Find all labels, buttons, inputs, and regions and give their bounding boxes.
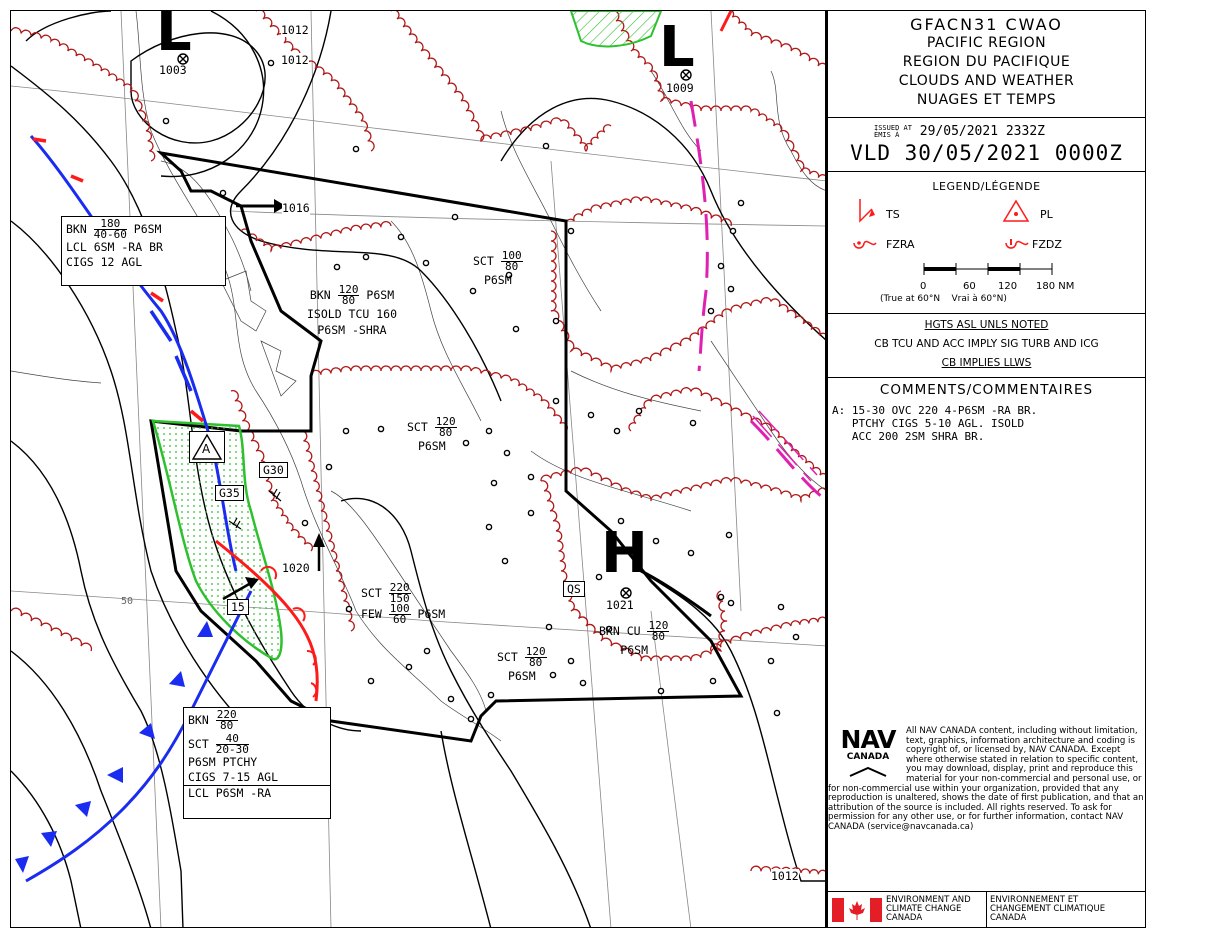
cloud-top: 100 — [389, 602, 410, 615]
logo-canada: CANADA — [846, 752, 890, 762]
station-dot — [710, 678, 715, 683]
pl-icon — [1004, 201, 1028, 221]
issued-time: 29/05/2021 2332Z — [919, 124, 1045, 139]
cloud-layer — [389, 604, 411, 625]
south-forecast-box — [183, 707, 331, 819]
copyright-text: All NAV CANADA content, including without limitation, text, graphics, information architecture and coding is copyright of, or licensed by, NAV CANADA. Except where otherwise stated in relation to specific content, you may download, display, print and reproduce this material for your non-commercial and personal use, or for non-commercial use within your organization, provided that any reproduction is unaltered, shows the date of first publication, and that an attribution of the source is included. All rights reserved. To ask for permission for any other use, or for further information, contact NAV CANADA (service@navcanada.ca) — [828, 726, 1144, 832]
cloud-layer — [525, 647, 547, 668]
visibility: P6SM — [620, 643, 649, 657]
cloud-base: 150 — [389, 592, 410, 605]
station-dot — [353, 146, 358, 151]
visibility: P6SM — [133, 222, 162, 236]
station-dot — [424, 648, 429, 653]
scalloped-boundary — [256, 11, 374, 151]
eccc-en-3: CANADA — [886, 913, 923, 923]
station-dot — [268, 60, 273, 65]
station-dot — [568, 658, 573, 663]
region-fr: REGION DU PACIFIQUE — [902, 54, 1071, 70]
station-dot — [486, 524, 491, 529]
north-area-label — [307, 285, 397, 338]
station-dot — [728, 600, 733, 605]
ne-area-label — [473, 251, 523, 288]
ceiling-line: CIGS 7-15 AGL — [188, 770, 279, 784]
visibility-line: P6SM PTCHY — [188, 755, 258, 769]
cloud-cover: SCT — [497, 650, 518, 664]
cloud-top: 120 — [435, 415, 456, 428]
cloud-cover: SCT — [473, 254, 494, 268]
high-value: 1021 — [606, 598, 634, 612]
station-dot — [778, 604, 783, 609]
note-heights: HGTS ASL UNLS NOTED — [924, 319, 1049, 331]
visibility: P6SM — [366, 288, 395, 302]
issued-label-en: ISSUED AT — [874, 123, 912, 132]
station-dot — [546, 624, 551, 629]
eccc-en — [886, 896, 971, 923]
southeast-area-label — [599, 621, 669, 658]
area-a-label: A — [202, 442, 211, 456]
cloud-top: 180 — [94, 219, 127, 230]
issued-label — [874, 125, 912, 139]
station-dot — [553, 398, 558, 403]
latitude-label: 50 — [121, 596, 134, 607]
weather-line: LCL 6SM -RA BR — [66, 240, 163, 254]
product-en: CLOUDS AND WEATHER — [898, 73, 1075, 89]
area-a-marker — [189, 431, 225, 463]
station-dot — [718, 263, 723, 268]
west-forecast-box — [61, 216, 226, 286]
cloud-base: 80 — [220, 719, 234, 732]
cloud-top: 120 — [525, 645, 546, 658]
scalloped-boundary — [301, 431, 354, 631]
scalloped-boundary — [11, 608, 91, 651]
cloud-cover: SCT — [407, 420, 428, 434]
visibility: P6SM — [507, 669, 536, 683]
cloud-layer — [435, 417, 457, 438]
station-dot — [452, 214, 457, 219]
gust-label: G30 — [259, 462, 288, 478]
maple-leaf-icon — [844, 898, 870, 922]
weather-map — [10, 10, 826, 928]
station-dot — [690, 420, 695, 425]
station-dot — [550, 672, 555, 677]
comments-title: COMMENTS/COMMENTAIRES — [879, 382, 1094, 398]
station-dot — [378, 426, 383, 431]
cloud-top: 40 — [216, 734, 249, 745]
southwest-area-label — [361, 583, 445, 625]
low-value-1: 1003 — [159, 63, 187, 77]
distance-scale — [924, 263, 1052, 275]
station-dot — [326, 464, 331, 469]
station-dot — [580, 680, 585, 685]
lat-lon-grid — [11, 11, 826, 928]
fzra-icon — [854, 241, 876, 248]
cloud-cover: BKN CU — [599, 624, 641, 638]
legend-pl: PL — [1040, 208, 1053, 221]
station-dot — [163, 118, 168, 123]
issued-label-fr: ÉMIS À — [874, 130, 900, 139]
station-dot — [363, 254, 368, 259]
product-code: GFACN31 CWAO — [910, 15, 1063, 34]
low-symbol-1: L — [156, 10, 192, 64]
cloud-layer — [647, 621, 669, 642]
map-graphics — [11, 11, 826, 928]
note-cb-tcu: CB TCU AND ACC IMPLY SIG TURB AND ICG — [874, 338, 1099, 350]
station-dot — [588, 412, 593, 417]
chart-info-panel — [826, 10, 1146, 928]
cloud-cover: BKN — [309, 288, 331, 302]
station-dot — [614, 428, 619, 433]
station-dot — [491, 480, 496, 485]
cloud-layer — [94, 219, 127, 240]
scale-tick: 60 — [963, 281, 976, 292]
station-dot — [502, 558, 507, 563]
station-dot — [774, 710, 779, 715]
station-dot — [726, 532, 731, 537]
convection-line: ISOLD TCU 160 — [307, 307, 398, 321]
cloud-top: 120 — [338, 283, 359, 296]
legend-fzra: FZRA — [886, 238, 915, 251]
scale-tick: 120 — [998, 281, 1018, 292]
trough-double — [753, 411, 817, 481]
south-area-label — [497, 647, 547, 684]
comment-a: A: 15-30 OVC 220 4-P6SM -RA BR. PTCHY CIGS 5-10 AGL. ISOLD ACC 200 2SM SHRA BR. — [832, 404, 1038, 443]
region-en: PACIFIC REGION — [926, 35, 1047, 51]
nav-canada-logo — [830, 727, 906, 781]
eccc-en-2: CLIMATE CHANGE — [886, 904, 962, 914]
visibility: P6SM — [417, 607, 446, 621]
canada-flag-icon — [832, 898, 882, 922]
station-dot — [658, 688, 663, 693]
eccc-en-1: ENVIRONMENT AND — [886, 895, 971, 905]
cloud-base: 80 — [505, 260, 519, 273]
isobar-label: 1016 — [282, 201, 310, 215]
high-symbol: H — [601, 521, 648, 586]
station-dot — [793, 634, 798, 639]
cloud-layer — [338, 285, 360, 306]
cloud-base: 40-60 — [93, 228, 127, 241]
eccc-fr — [990, 896, 1105, 923]
visibility: P6SM — [417, 439, 446, 453]
valid-time: VLD 30/05/2021 0000Z — [850, 141, 1123, 165]
cloud-layer — [501, 251, 523, 272]
speed-label: 15 — [227, 599, 249, 615]
station-dot — [334, 264, 339, 269]
station-dot — [528, 510, 533, 515]
station-dot — [768, 658, 773, 663]
station-dot — [513, 326, 518, 331]
stationary-tag: QS — [563, 581, 585, 597]
station-dot — [738, 200, 743, 205]
gust-label: G35 — [215, 485, 244, 501]
eccc-fr-1: ENVIRONNEMENT ET — [990, 895, 1079, 905]
station-dot — [568, 228, 573, 233]
station-dot — [470, 288, 475, 293]
cloud-base: 80 — [439, 426, 453, 439]
station-dot — [528, 474, 533, 479]
station-dot — [688, 550, 693, 555]
station-dot — [504, 450, 509, 455]
product-fr: NUAGES ET TEMPS — [916, 92, 1057, 108]
legend — [828, 193, 1145, 313]
cloud-cover: SCT — [188, 737, 209, 751]
scale-tick: 180 NM — [1036, 281, 1075, 292]
station-dot — [486, 428, 491, 433]
logo-chevron — [848, 767, 888, 777]
notes — [828, 314, 1145, 377]
eccc-signature — [828, 891, 1146, 928]
cloud-layer — [216, 734, 249, 755]
isobar-label: 1012 — [281, 23, 309, 37]
cloud-base: 20-30 — [215, 743, 249, 756]
cloud-layer — [216, 710, 238, 731]
station-dot — [708, 308, 713, 313]
cloud-base: 60 — [393, 613, 407, 626]
isobar-label: 1012 — [771, 869, 799, 883]
station-dot — [543, 143, 548, 148]
station-dot — [463, 440, 468, 445]
isobars — [11, 11, 826, 928]
station-dot — [553, 318, 558, 323]
eccc-fr-3: CANADA — [990, 913, 1027, 923]
cloud-top: 120 — [648, 619, 669, 632]
logo-nav: NAV — [840, 725, 896, 754]
station-dot — [398, 234, 403, 239]
station-dot — [346, 606, 351, 611]
note-cb-llws: CB IMPLIES LLWS — [941, 357, 1032, 369]
weather-line: P6SM -SHRA — [317, 323, 387, 337]
legend-fzdz: FZDZ — [1032, 238, 1062, 251]
station-dot — [653, 538, 658, 543]
station-dot — [728, 286, 733, 291]
cloud-cover: BKN — [66, 222, 87, 236]
isobar-label: 1020 — [282, 561, 310, 575]
cloud-cover: BKN — [188, 713, 209, 727]
station-dot — [423, 260, 428, 265]
issued-line — [828, 118, 1145, 139]
central-area-label — [407, 417, 457, 454]
station-dot — [636, 408, 641, 413]
cloud-top: 220 — [216, 708, 237, 721]
scalloped-boundary — [11, 28, 155, 161]
scale-tick: 0 — [920, 281, 927, 292]
low-value-2: 1009 — [666, 81, 694, 95]
cloud-base: 80 — [529, 656, 543, 669]
scale-note: (True at 60°N Vrai à 60°N) — [880, 294, 1007, 304]
station-dot — [730, 228, 735, 233]
station-dot — [448, 696, 453, 701]
ceiling-line: CIGS 12 AGL — [66, 255, 143, 269]
cloud-top: 100 — [501, 249, 522, 262]
station-dot — [220, 190, 225, 195]
legend-title: LEGEND/LÉGENDE — [932, 180, 1041, 193]
cloud-base: 80 — [341, 294, 356, 307]
cloud-layer — [389, 583, 411, 604]
isobar-label: 1012 — [281, 53, 309, 67]
scalloped-boundary — [726, 11, 826, 71]
visibility: P6SM — [483, 273, 512, 287]
eccc-fr-2: CHANGEMENT CLIMATIQUE — [990, 904, 1106, 914]
fzdz-icon — [1006, 239, 1028, 248]
local-line: LCL P6SM -RA — [184, 785, 330, 801]
station-dot — [488, 692, 493, 697]
station-dot — [368, 678, 373, 683]
cloud-top: 220 — [389, 581, 410, 594]
coastline — [11, 11, 826, 741]
station-dot — [468, 716, 473, 721]
legend-ts: TS — [886, 208, 900, 221]
low-symbol-2: L — [659, 15, 695, 80]
station-dot — [302, 520, 307, 525]
cloud-base: 80 — [651, 630, 666, 643]
station-dot — [406, 664, 411, 669]
ts-icon — [860, 199, 875, 221]
station-dot — [343, 428, 348, 433]
station-dot — [718, 594, 723, 599]
area-ne-hatched — [571, 11, 661, 46]
title-block — [828, 11, 1145, 110]
cloud-cover: SCT — [361, 586, 382, 600]
scalloped-boundary — [541, 468, 826, 501]
cloud-cover: FEW — [361, 607, 382, 621]
